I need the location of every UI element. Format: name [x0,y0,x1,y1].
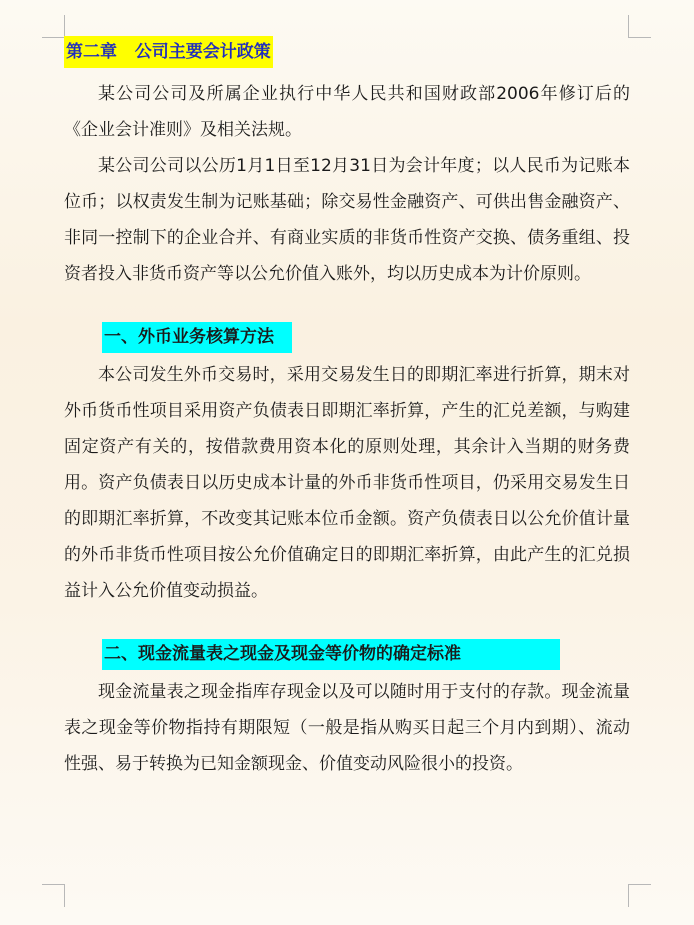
crop-mark-bottom-left [42,884,65,907]
intro-paragraph-1: 某公司公司及所属企业执行中华人民共和国财政部2006年修订后的《企业会计准则》及相关法规。 [64,84,630,140]
section-body-foreign-currency: 本公司发生外币交易时，采用交易发生日的即期汇率进行折算，期末对外币货币性项目采用资产负债表日即期汇率折算，产生的汇兑差额，与购建固定资产有关的，按借款费用资本化的原则处理，其余计入当期的财务费用。资产负债表日以历史成本计量的外币非货币性项目，仍采用交易发生日的即期汇率折算，不改变其记账本位币金额。资产负债表日以公允价值计量的外币非货币性项目按公允价值确定日的即期汇率折算，由此产生的汇兑损益计入公允价值变动损益。 [64,365,630,601]
crop-mark-top-right [628,15,651,38]
intro-paragraph-2: 某公司公司以公历1月1日至12月31日为会计年度；以人民币为记账本位币；以权责发生制为记账基础；除交易性金融资产、可供出售金融资产、非同一控制下的企业合并、有商业实质的非货币性资产交换、债务重组、投资者投入非货币资产等以公允价值入账外，均以历史成本为计价原则。 [64,156,630,284]
crop-mark-bottom-right [628,884,651,907]
crop-mark-top-left [42,15,65,38]
chapter-title: 第二章 公司主要会计政策 [64,36,273,68]
document-body [64,36,630,782]
section-heading-foreign-currency: 一、外币业务核算方法 [102,322,292,353]
section-body-cash-equivalents: 现金流量表之现金指库存现金以及可以随时用于支付的存款。现金流量表之现金等价物指持有期限短（一般是指从购买日起三个月内到期）、流动性强、易于转换为已知金额现金、价值变动风险很小的投资。 [64,682,630,774]
section-heading-cash-equivalents: 二、现金流量表之现金及现金等价物的确定标准 [102,639,560,670]
